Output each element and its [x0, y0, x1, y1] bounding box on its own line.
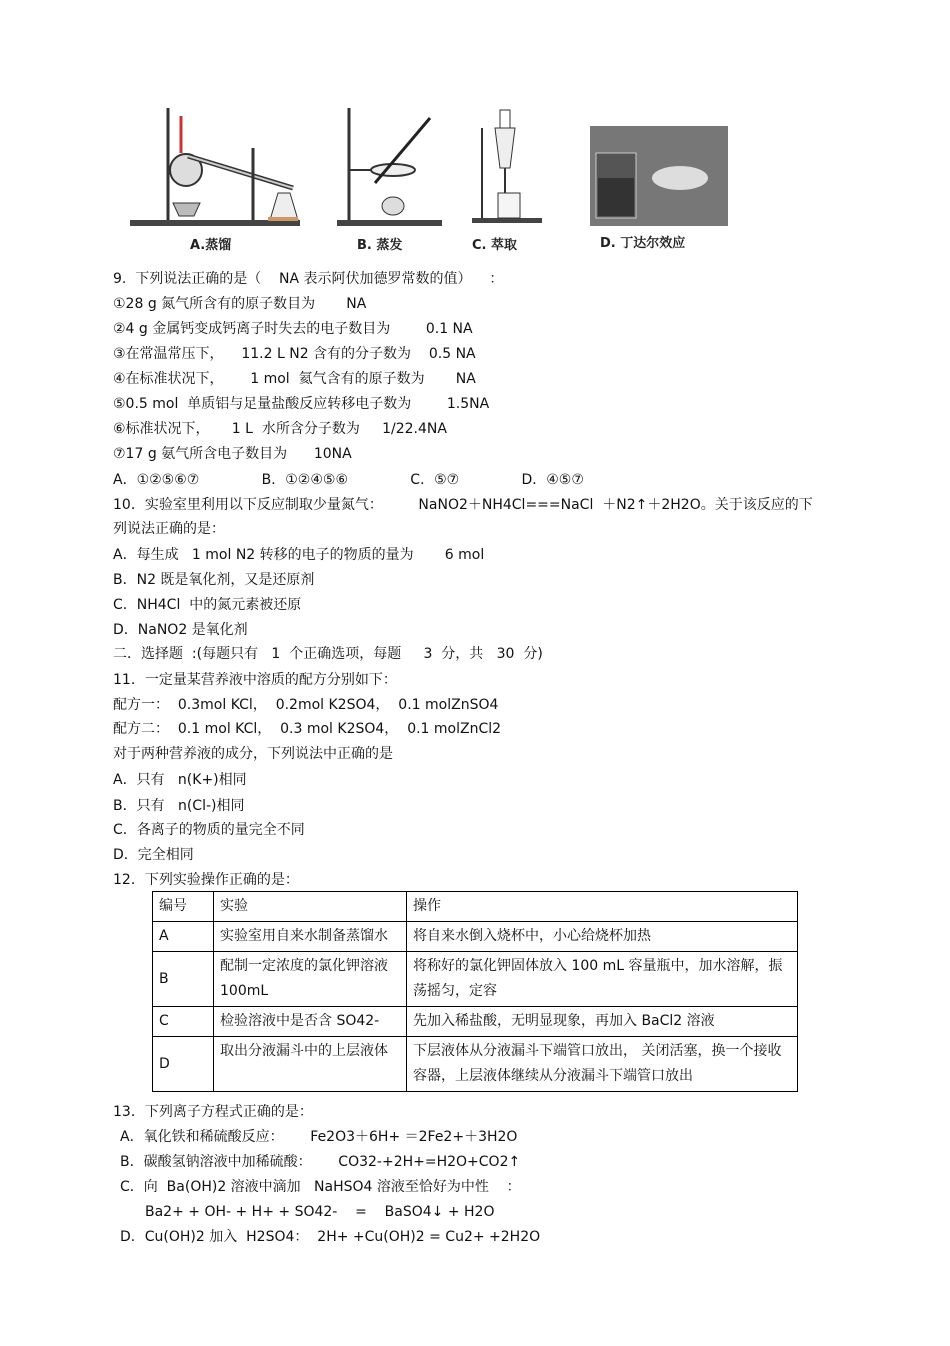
- q9-item: ⑦17 g 氨气所含电子数目为 10NA: [113, 446, 352, 462]
- q13-option: C．向 Ba(OH)2 溶液中滴加 NaHSO4 溶液至恰好为中性 ：: [120, 1179, 521, 1195]
- q11-recipe-1: 配方一： 0.3mol KCl， 0.2mol K2SO4， 0.1 molZnSO4: [113, 697, 499, 713]
- row-experiment: 实验室用自来水制备蒸馏水: [214, 922, 407, 952]
- q11-question: 对于两种营养液的成分，下列说法中正确的是: [113, 746, 393, 762]
- q10-stem: 10．实验室里利用以下反应制取少量氮气： NaNO2＋NH4Cl===NaCl ＋N2↑＋2H2O。关于该反应的下: [113, 497, 813, 513]
- row-operation: 将自来水倒入烧杯中，小心给烧杯加热: [407, 922, 798, 952]
- row-operation: 先加入稀盐酸，无明显现象，再加入 BaCl2 溶液: [407, 1007, 798, 1037]
- q12-stem: 12．下列实验操作正确的是：: [113, 872, 299, 888]
- header-code: 编号: [153, 892, 214, 922]
- row-experiment: 检验溶液中是否含 SO42-: [214, 1007, 407, 1037]
- table-row: [153, 1037, 798, 1092]
- row-operation: 将称好的氯化钾固体放入 100 mL 容量瓶中，加水溶解，振荡摇匀，定容: [407, 952, 798, 1007]
- table-row: [153, 922, 798, 952]
- q11-option: D．完全相同: [113, 847, 194, 863]
- header-operation: 操作: [407, 892, 798, 922]
- q9-item: ②4 g 金属钙变成钙离子时失去的电子数目为 0.1 NA: [113, 321, 473, 337]
- figure-caption: C. 萃取: [472, 238, 518, 253]
- q9-item: ⑤0.5 mol 单质铝与足量盐酸反应转移电子数为 1.5NA: [113, 396, 490, 412]
- section-heading: 二．选择题 :(每题只有 1 个正确选项，每题 3 分，共 30 分): [113, 646, 543, 662]
- q10-stem-cont: 列说法正确的是：: [113, 521, 225, 537]
- tyndall-photo-icon: [590, 98, 730, 228]
- q9-item: ⑥标准状况下， 1 L 水所含分子数为 1/22.4NA: [113, 421, 447, 437]
- row-code: A: [153, 922, 214, 952]
- table-header-row: [153, 892, 798, 922]
- q13-option: B．碳酸氢钠溶液中加稀硫酸： CO32-+2H+=H2O+CO2↑: [120, 1154, 521, 1170]
- header-experiment: 实验: [214, 892, 407, 922]
- tyndall-figure: [590, 98, 730, 258]
- row-experiment: 配制一定浓度的氯化钾溶液 100mL: [214, 952, 407, 1007]
- figure-caption: D. 丁达尔效应: [600, 236, 686, 251]
- row-code: D: [153, 1037, 214, 1092]
- q11-option: B．只有 n(Cl-)相同: [113, 798, 245, 814]
- row-code: C: [153, 1007, 214, 1037]
- q9-item: ①28 g 氮气所含有的原子数目为 NA: [113, 296, 367, 312]
- q9-item: ④在标准状况下， 1 mol 氦气含有的原子数为 NA: [113, 371, 476, 387]
- row-operation: 下层液体从分液漏斗下端管口放出， 关闭活塞，换一个接收容器，上层液体继续从分液漏斗下端管口放出: [407, 1037, 798, 1092]
- evaporating-dish-icon: [335, 98, 445, 233]
- row-experiment: 取出分液漏斗中的上层液体: [214, 1037, 407, 1092]
- q11-option: C．各离子的物质的量完全不同: [113, 822, 305, 838]
- figure-caption: B. 蒸发: [357, 238, 403, 253]
- q9-item: ③在常温常压下， 11.2 L N2 含有的分子数为 0.5 NA: [113, 346, 476, 362]
- q10-option: C．NH4Cl 中的氮元素被还原: [113, 597, 302, 613]
- q11-stem: 11．一定量某营养液中溶质的配方分别如下：: [113, 672, 397, 688]
- distillation-icon: [128, 98, 303, 233]
- separatory-funnel-icon: [470, 98, 550, 233]
- table-row: [153, 1007, 798, 1037]
- extraction-figure: [470, 98, 550, 258]
- experiment-figures: [110, 98, 750, 263]
- row-code: B: [153, 952, 214, 1007]
- q10-option: D．NaNO2 是氧化剂: [113, 622, 248, 638]
- evaporation-figure: [335, 98, 445, 258]
- q10-option: B．N2 既是氧化剂，又是还原剂: [113, 572, 315, 588]
- q13-stem: 13．下列离子方程式正确的是：: [113, 1104, 313, 1120]
- q10-option: A．每生成 1 mol N2 转移的电子的物质的量为 6 mol: [113, 547, 485, 563]
- q9-options: A．①②⑤⑥⑦ B．①②④⑤⑥ C．⑤⑦ D．④⑤⑦: [113, 472, 584, 488]
- q13-option: A．氧化铁和稀硫酸反应： Fe2O3＋6H+ ＝2Fe2+＋3H2O: [120, 1129, 518, 1145]
- q9-stem: 9. 下列说法正确的是（ NA 表示阿伏加德罗常数的值） ：: [113, 271, 504, 287]
- distillation-figure: [128, 98, 303, 258]
- table-row: [153, 952, 798, 1007]
- q11-recipe-2: 配方二： 0.1 mol KCl， 0.3 mol K2SO4， 0.1 molZnCl2: [113, 721, 502, 737]
- q11-option: A．只有 n(K+)相同: [113, 772, 247, 788]
- q13-equation: Ba2+ + OH- + H+ + SO42- = BaSO4↓ + H2O: [145, 1204, 495, 1220]
- q13-option: D．Cu(OH)2 加入 H2SO4： 2H+ +Cu(OH)2 = Cu2+ +2H2O: [120, 1229, 541, 1245]
- experiment-table: [152, 891, 798, 1092]
- figure-caption: A.蒸馏: [190, 238, 232, 253]
